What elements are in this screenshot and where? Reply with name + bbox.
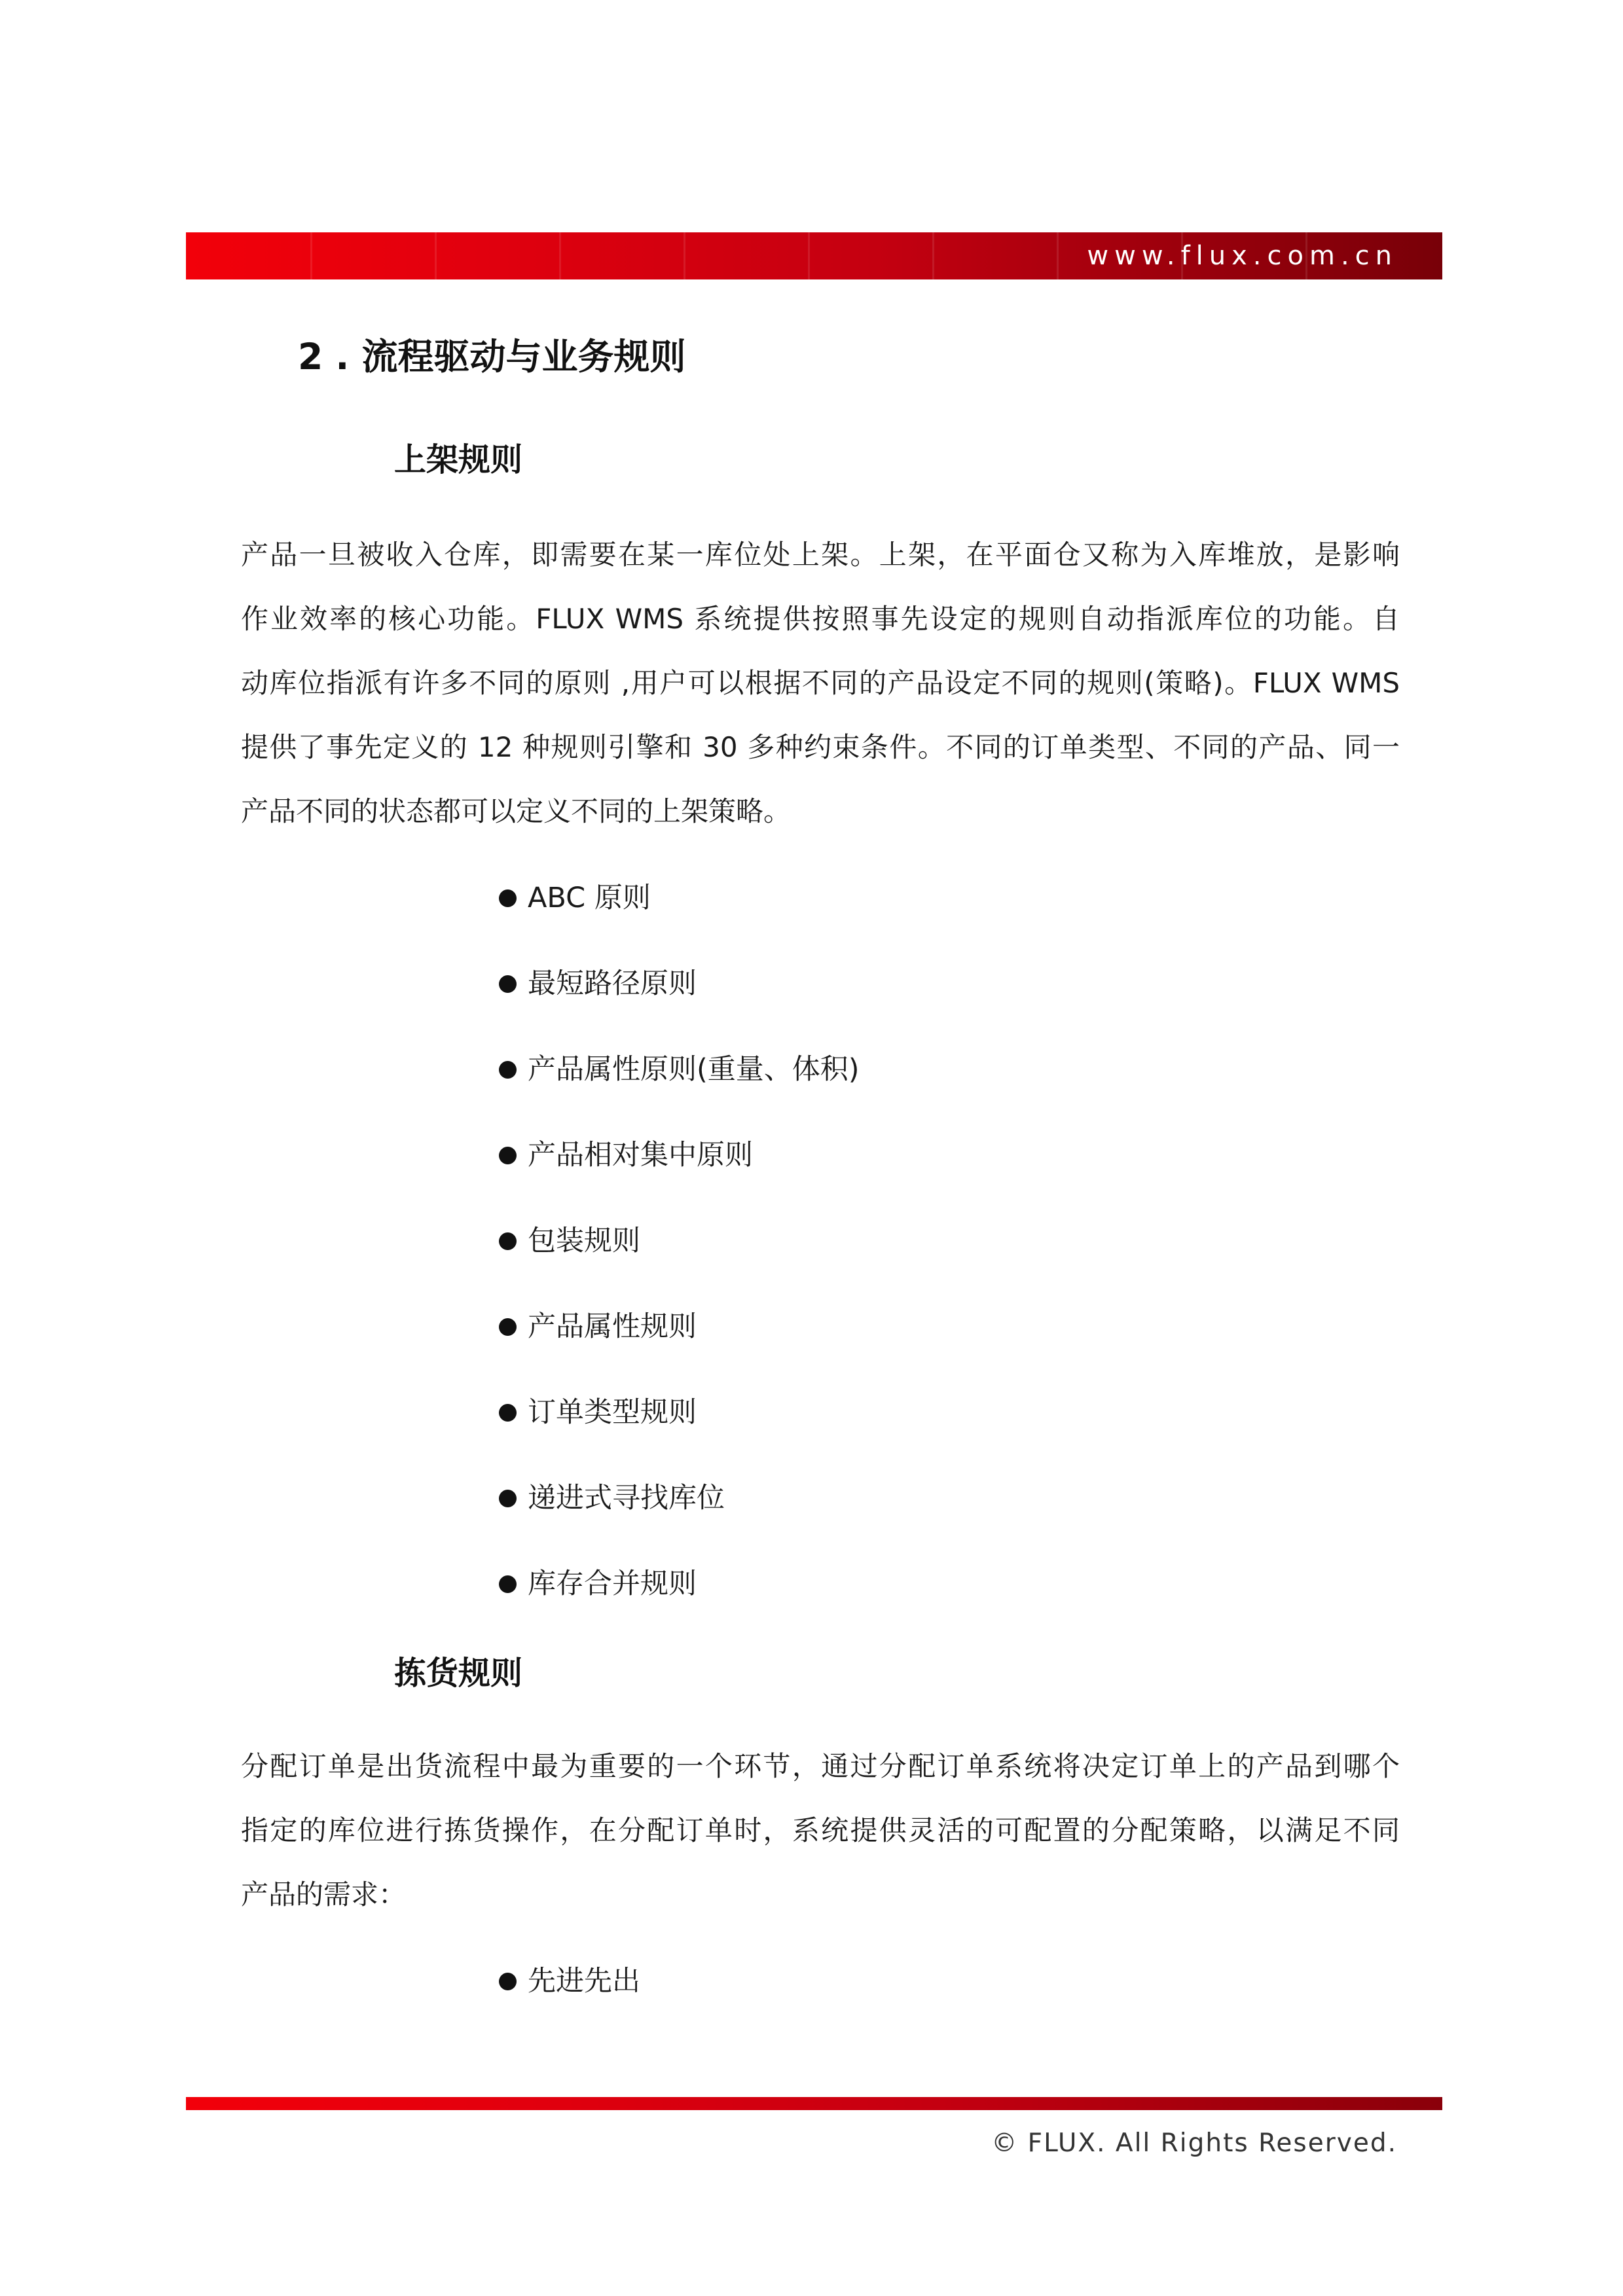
header-band-divider: [435, 232, 437, 279]
list-item-text: 包装规则: [528, 1225, 640, 1257]
putaway-paragraph: [241, 523, 1400, 844]
list-item-text: 产品属性规则: [528, 1310, 697, 1343]
list-item-text: 最短路径原则: [528, 967, 697, 1000]
bullet-icon: [499, 1318, 517, 1336]
list-item: [499, 875, 860, 961]
copyright-notice: © FLUX. All Rights Reserved.: [991, 2128, 1397, 2158]
header-band-divider: [310, 232, 312, 279]
paragraph-line: 产品不同的状态都可以定义不同的上架策略。: [241, 795, 792, 827]
header-url: www.flux.com.cn: [1087, 241, 1398, 271]
list-item: [499, 1475, 860, 1561]
header-band-divider: [932, 232, 934, 279]
list-item-text: 产品相对集中原则: [528, 1139, 753, 1172]
list-item-text: 库存合并规则: [528, 1568, 697, 1600]
header-band-divider: [684, 232, 685, 279]
paragraph-line: 产品一旦被收入仓库，即需要在某一库位处上架。上架，在平面仓又称为入库堆放，是影响: [241, 539, 1400, 571]
picking-rules-heading: 拣货规则: [394, 1655, 523, 1692]
list-item: [499, 1958, 640, 2044]
section-title: 2 . 流程驱动与业务规则: [298, 336, 686, 378]
bullet-icon: [499, 1575, 517, 1593]
paragraph-line: 产品的需求：: [241, 1878, 407, 1910]
header-band-divider: [808, 232, 810, 279]
bullet-icon: [499, 1061, 517, 1079]
list-item: [499, 1304, 860, 1390]
paragraph-line: 指定的库位进行拣货操作，在分配订单时，系统提供灵活的可配置的分配策略，以满足不同: [241, 1814, 1400, 1846]
bullet-icon: [499, 975, 517, 993]
putaway-rules-heading: 上架规则: [394, 441, 523, 478]
list-item-text: 产品属性原则(重量、体积): [528, 1053, 860, 1086]
list-item: [499, 1561, 860, 1647]
picking-paragraph: [241, 1734, 1400, 1927]
list-item: [499, 1047, 860, 1132]
list-item-text: 递进式寻找库位: [528, 1482, 725, 1515]
bullet-icon: [499, 889, 517, 907]
paragraph-line: 分配订单是出货流程中最为重要的一个环节，通过分配订单系统将决定订单上的产品到哪个: [241, 1750, 1400, 1782]
bullet-icon: [499, 1490, 517, 1507]
putaway-rules-list: [499, 875, 860, 1647]
list-item: [499, 961, 860, 1047]
list-item: [499, 1132, 860, 1218]
footer-band: [186, 2097, 1442, 2110]
paragraph-line: 动库位指派有许多不同的原则 ,用户可以根据不同的产品设定不同的规则(策略)。FLUX WMS: [241, 667, 1400, 699]
bullet-icon: [499, 1973, 517, 1990]
list-item: [499, 1390, 860, 1475]
list-item-text: ABC 原则: [528, 882, 651, 914]
header-band-divider: [1057, 232, 1059, 279]
list-item-text: 先进先出: [528, 1965, 640, 1998]
header-band-divider: [559, 232, 561, 279]
list-item-text: 订单类型规则: [528, 1396, 697, 1429]
bullet-icon: [499, 1404, 517, 1422]
list-item: [499, 1218, 860, 1304]
paragraph-line: 提供了事先定义的 12 种规则引擎和 30 多种约束条件。不同的订单类型、不同的产品、同一: [241, 731, 1400, 763]
bullet-icon: [499, 1232, 517, 1250]
header-band: [186, 232, 1442, 279]
picking-rules-list: [499, 1958, 640, 2044]
bullet-icon: [499, 1147, 517, 1164]
paragraph-line: 作业效率的核心功能。FLUX WMS 系统提供按照事先设定的规则自动指派库位的功能。自: [241, 603, 1400, 635]
